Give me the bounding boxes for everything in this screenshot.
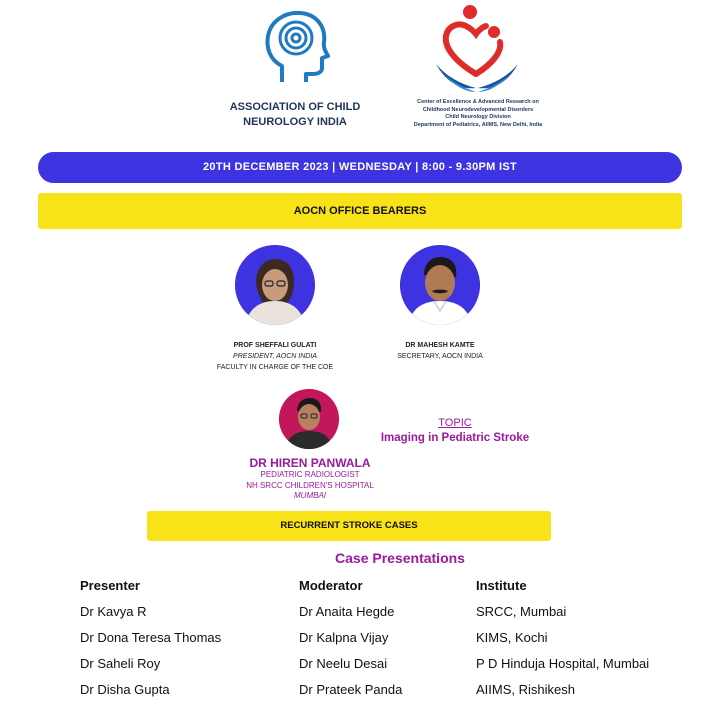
topic-label: TOPIC: [438, 417, 472, 429]
speaker-line2: NH SRCC CHILDREN'S HOSPITAL: [246, 480, 374, 490]
institute-cell: KIMS, Kochi: [476, 630, 548, 645]
recurrent-stroke-bar: RECURRENT STROKE CASES: [147, 511, 551, 541]
org-right-line4: Department of Pediatrics, AIIMS, New Delhi, India: [413, 121, 543, 128]
bearer2-name: DR MAHESH KAMTE: [405, 342, 475, 349]
institute-cell: AIIMS, Rishikesh: [476, 682, 575, 697]
moderator-cell: Dr Anaita Hegde: [299, 604, 395, 619]
bearer2-role: SECRETARY, AOCN INDIA: [397, 353, 483, 360]
bearer1-info: [190, 340, 360, 373]
org-right-line2: Childhood Neurodevelopmental Disorders: [422, 106, 534, 113]
moderator-cell: Dr Neelu Desai: [299, 656, 388, 671]
org-right-name: [398, 99, 558, 129]
presenter-cell: Dr Kavya R: [80, 604, 147, 619]
org-left-line1: ASSOCIATION OF CHILD: [229, 101, 361, 113]
moderator-cell: Dr Prateek Panda: [299, 682, 403, 697]
org-left-line2: NEUROLOGY INDIA: [243, 116, 347, 128]
bearer1-role: PRESIDENT, AOCN INDIA: [233, 353, 317, 360]
speaker-info: [215, 456, 405, 502]
case-presentations-title: Case Presentations: [335, 550, 465, 566]
presenter-cell: Dr Saheli Roy: [80, 656, 161, 671]
coe-logo-icon: [430, 4, 526, 96]
office-bearers-bar: AOCN OFFICE BEARERS: [38, 193, 682, 229]
institute-cell: P D Hinduja Hospital, Mumbai: [476, 656, 650, 671]
topic-title: Imaging in Pediatric Stroke: [380, 432, 530, 444]
presenter-cell: Dr Dona Teresa Thomas: [80, 630, 222, 645]
org-left-name: [205, 100, 385, 130]
moderator-cell: Dr Kalpna Vijay: [299, 630, 389, 645]
header-institute: Institute: [476, 578, 527, 593]
presenter-cell: Dr Disha Gupta: [80, 682, 170, 697]
bearer1-extra: FACULTY IN CHARGE OF THE COE: [216, 364, 334, 371]
org-right-line1: Center of Excellence & Advanced Research on: [417, 99, 539, 105]
bearer1-name: PROF SHEFFALI GULATI: [233, 342, 317, 349]
header-presenter: Presenter: [80, 578, 140, 593]
header-moderator: Moderator: [299, 578, 363, 593]
speaker-name: DR HIREN PANWALA: [249, 456, 371, 470]
avatar-hiren-panwala: [279, 389, 339, 449]
avatar-mahesh-kamte: [400, 245, 480, 325]
org-right-line3: Child Neurology Division: [445, 114, 511, 120]
date-bar: 20TH DECEMBER 2023 | WEDNESDAY | 8:00 - 9.30PM IST: [38, 152, 682, 183]
avatar-sheffali-gulati: [235, 245, 315, 325]
aocn-logo-icon: [262, 8, 330, 88]
speaker-line3: MUMBAI: [294, 491, 326, 500]
institute-cell: SRCC, Mumbai: [476, 604, 567, 619]
speaker-line1: PEDIATRIC RADIOLOGIST: [260, 470, 360, 479]
bearer2-info: [365, 340, 515, 362]
